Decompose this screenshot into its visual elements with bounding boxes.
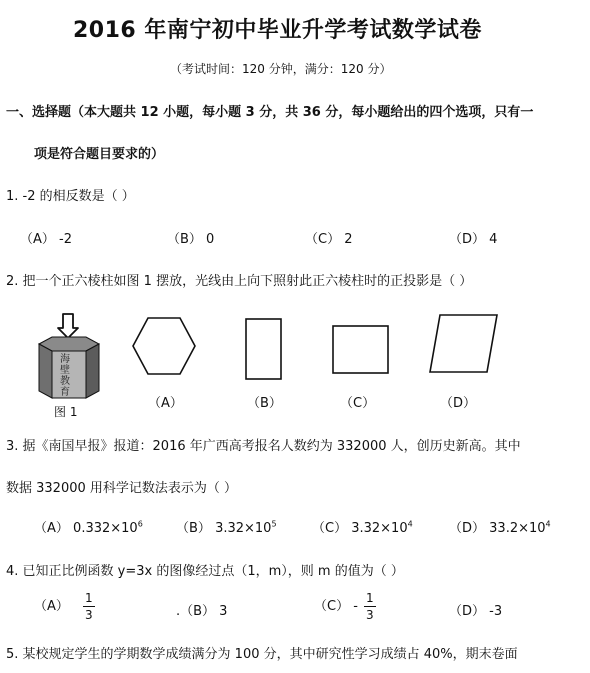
q4-option-b: .（B） 3 [176,604,228,619]
q2-option-a-label: （A） [148,396,183,411]
q4-option-c-fraction [364,592,376,621]
q3-option-b-exponent: 5 [271,519,277,529]
q3-option-d-exponent: 4 [545,519,551,529]
q4-option-c-label: （C） - [314,599,358,614]
q3-option-c-label: （C） [312,521,348,536]
q3-option-c [312,517,413,536]
q4-option-c-numerator: 1 [366,591,374,605]
q3-option-b [176,517,277,536]
q1-option-a: （A） -2 [20,232,72,247]
q2-option-c-label: （C） [340,396,376,411]
question-3-line2: 数据 332000 用科学记数法表示为（ ） [6,481,238,496]
page-title: 2016 年南宁初中毕业升学考试数学试卷 [73,18,482,43]
q4-option-a [34,592,95,621]
q2-option-d-label: （D） [440,396,477,411]
q3-option-a-exponent: 6 [137,519,143,529]
q1-option-b: （B） 0 [167,232,215,247]
q3-option-d-value: 33.2×10 [489,521,546,536]
q1-option-d: （D） 4 [449,232,498,247]
option-d-parallelogram [428,313,500,375]
figure-1-label: 图 1 [54,405,78,419]
q4-option-a-label: （A） [34,599,69,614]
q3-option-c-exponent: 4 [407,519,413,529]
q4-option-a-fraction [83,592,95,621]
section-heading-line1: 一、选择题（本大题共 12 小题，每小题 3 分，共 36 分，每小题给出的四个选项，只有一 [6,105,534,120]
q1-option-c: （C） 2 [305,232,353,247]
q3-option-b-label: （B） [176,521,211,536]
question-5: 5. 某校规定学生的学期数学成绩满分为 100 分，其中研究性学习成绩占 40%，期末卷面 [6,647,518,662]
q3-option-a-label: （A） [34,521,69,536]
q4-option-a-numerator: 1 [85,591,93,605]
q3-option-d [449,517,551,536]
question-4: 4. 已知正比例函数 y=3x 的图像经过点（1，m），则 m 的值为（ ） [6,564,404,579]
prism-watermark-text: 海壁教育 [60,354,70,398]
q3-option-d-label: （D） [449,521,486,536]
exam-info: （考试时间：120 分钟，满分：120 分） [170,62,392,76]
q3-option-b-value: 3.32×10 [215,521,272,536]
option-c-square [331,324,391,376]
q4-option-a-denominator: 3 [85,608,93,622]
question-2: 2. 把一个正六棱柱如图 1 摆放，光线由上向下照射此正六棱柱时的正投影是（ ） [6,274,473,289]
question-3-line1: 3. 据《南国早报》报道：2016 年广西高考报名人数约为 332000 人，创历史新高。其中 [6,439,521,454]
option-a-hexagon [131,316,197,376]
q3-option-a-value: 0.332×10 [73,521,138,536]
q4-option-c-denominator: 3 [366,608,374,622]
q4-option-d: （D） -3 [449,604,503,619]
section-heading-line2: 项是符合题目要求的） [34,147,165,162]
down-arrow-icon [58,314,78,338]
q3-option-c-value: 3.32×10 [351,521,408,536]
q4-option-c [314,592,376,621]
q3-option-a [34,517,143,536]
option-b-tall-rectangle [244,317,284,381]
q2-option-b-label: （B） [247,396,282,411]
question-1: 1. -2 的相反数是（ ） [6,189,135,204]
